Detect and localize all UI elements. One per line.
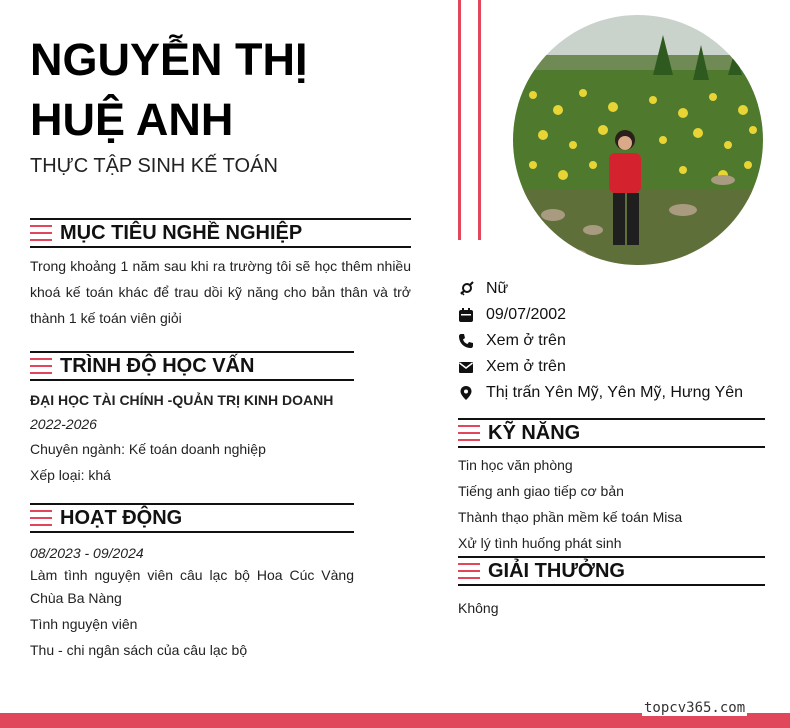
location-icon — [458, 385, 474, 401]
education-header — [30, 351, 354, 381]
skill-item: Thành thạo phần mềm kế toán Misa — [458, 509, 683, 525]
objective-title: MỤC TIÊU NGHỀ NGHIỆP — [60, 221, 303, 244]
watermark: topcv365.com — [644, 700, 746, 716]
objective-text: Trong khoảng 1 năm sau khi ra trường tôi sẽ học thêm nhiều khoá kế toán khác để trau dồi kỹ năng cho bản thân và trở thành 1 kế toán viên giỏi — [30, 258, 411, 326]
activities-title: HOẠT ĐỘNG — [60, 506, 183, 529]
contact-gender-value: Nữ — [486, 280, 509, 297]
candidate-name — [30, 30, 430, 150]
menu-lines-icon — [30, 358, 52, 374]
contact-birthday-value: 09/07/2002 — [486, 306, 567, 323]
education-period: 2022-2026 — [30, 416, 97, 432]
calendar-icon — [458, 307, 474, 323]
skill-item: Tiếng anh giao tiếp cơ bản — [458, 483, 624, 499]
menu-lines-icon — [30, 510, 52, 526]
activities-role-2: Thu - chi ngân sách của câu lạc bộ — [30, 642, 248, 658]
contact-address — [458, 382, 743, 404]
contact-phone-value: Xem ở trên — [486, 332, 566, 349]
decorative-bar-1 — [458, 0, 461, 240]
skills-header — [458, 418, 765, 448]
activities-desc: Làm tình nguyện viên câu lạc bộ Hoa Cúc Vàng Chùa Ba Nàng — [30, 567, 354, 606]
name-line-2: HUỆ ANH — [30, 94, 234, 145]
menu-lines-icon — [458, 425, 480, 441]
awards-header — [458, 556, 765, 586]
skills-title: KỸ NĂNG — [488, 421, 581, 444]
contact-gender — [458, 278, 508, 300]
activities-role-1: Tình nguyện viên — [30, 616, 138, 632]
skill-item: Tin học văn phòng — [458, 457, 573, 473]
menu-lines-icon — [458, 563, 480, 579]
contact-birthday — [458, 304, 566, 326]
activities-header — [30, 503, 354, 533]
job-title: THỰC TẬP SINH KẾ TOÁN — [30, 155, 278, 177]
menu-lines-icon — [30, 225, 52, 241]
education-rank: Xếp loại: khá — [30, 467, 111, 483]
contact-phone — [458, 330, 566, 352]
decorative-bar-2 — [478, 0, 481, 240]
education-title: TRÌNH ĐỘ HỌC VẤN — [60, 354, 255, 377]
education-school: ĐẠI HỌC TÀI CHÍNH -QUẢN TRỊ KINH DOANH — [30, 392, 334, 408]
profile-photo — [513, 15, 763, 265]
contact-address-value: Thị trấn Yên Mỹ, Yên Mỹ, Hưng Yên — [486, 384, 744, 401]
awards-title: GIẢI THƯỞNG — [488, 559, 625, 582]
contact-email-value: Xem ở trên — [486, 358, 566, 375]
awards-text: Không — [458, 600, 499, 616]
email-icon — [458, 359, 474, 375]
skill-item: Xử lý tình huống phát sinh — [458, 535, 622, 551]
gender-icon — [458, 281, 474, 297]
objective-header — [30, 218, 411, 248]
contact-email — [458, 356, 566, 378]
education-major: Chuyên ngành: Kế toán doanh nghiệp — [30, 441, 266, 457]
activities-period: 08/2023 - 09/2024 — [30, 545, 144, 561]
name-line-1: NGUYỄN THỊ — [30, 34, 308, 85]
phone-icon — [458, 333, 474, 349]
